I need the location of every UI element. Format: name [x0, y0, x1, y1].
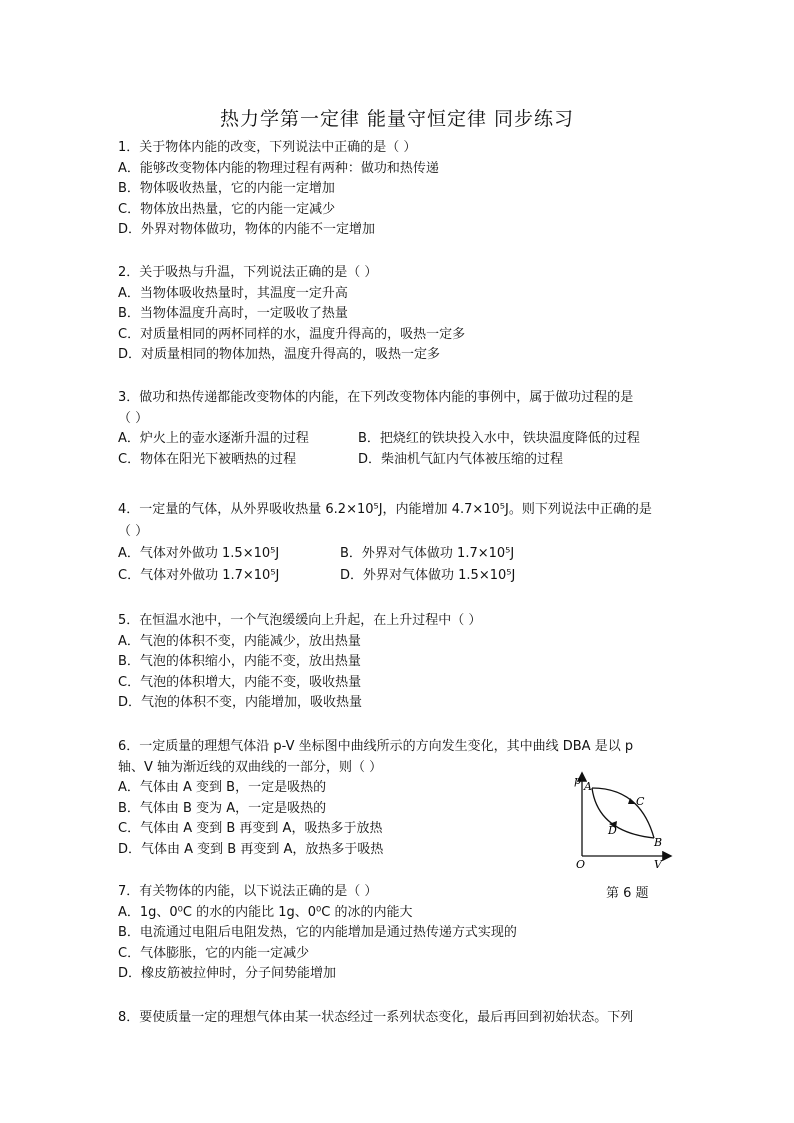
- point-label-b: B: [654, 836, 663, 849]
- point-label-d: D: [608, 824, 617, 837]
- axis-label-p: p: [574, 774, 582, 787]
- option-d: D．气体由 A 变到 B 再变到 A，放热多于吸热: [118, 841, 384, 857]
- question-stem: 2．关于吸热与升温，下列说法正确的是（ ）: [118, 265, 378, 280]
- option-c: C．气泡的体积增大，内能不变，吸收热量: [118, 674, 362, 690]
- option-c: C．物体在阳光下被晒热的过程: [118, 451, 297, 467]
- option-a: A．1g、0⁰C 的水的内能比 1g、0⁰C 的冰的内能大: [118, 904, 413, 920]
- point-label-a: A: [584, 780, 592, 793]
- option-b: B．气体由 B 变为 A，一定是吸热的: [118, 800, 327, 816]
- option-c: C．气体膨胀，它的内能一定减少: [118, 945, 310, 961]
- question-3: [118, 388, 678, 470]
- option-row: [118, 450, 678, 471]
- question-stem: 4．一定量的气体，从外界吸收热量 6.2×10⁵J，内能增加 4.7×10⁵J。则下列说法中正确的是: [118, 502, 652, 517]
- option-d: D．外界对气体做功 1.5×10⁵J: [340, 568, 516, 583]
- option-row: [118, 429, 678, 450]
- question-stem: 3．做功和热传递都能改变物体的内能，在下列改变物体内能的事例中，属于做功过程的是: [118, 390, 634, 405]
- option-a: A．气泡的体积不变，内能减少，放出热量: [118, 633, 361, 649]
- option-d: D．橡皮筋被拉伸时，分子间势能增加: [118, 966, 337, 982]
- option-b: B．外界对气体做功 1.7×10⁵J: [340, 546, 515, 561]
- option-b: B．把烧红的铁块投入水中，铁块温度降低的过程: [358, 431, 640, 447]
- axis-label-v: V: [654, 858, 662, 871]
- question-stem: 8．要使质量一定的理想气体由某一状态经过一系列状态变化，最后再回到初始状态。下列: [118, 1010, 634, 1025]
- page-title: 热力学第一定律 能量守恒定律 同步练习: [219, 108, 575, 130]
- question-stem: 7．有关物体的内能，以下说法正确的是（ ）: [118, 884, 378, 899]
- question-4: [118, 499, 678, 587]
- option-c: C．气体对外做功 1.7×10⁵J: [118, 568, 280, 583]
- option-b: B．电流通过电阻后电阻发热，它的内能增加是通过热传递方式实现的: [118, 925, 517, 941]
- option-row: [118, 543, 678, 565]
- option-a: A．炉火上的壶水逐渐升温的过程: [118, 431, 309, 447]
- question-7: [118, 882, 678, 985]
- option-d: D．外界对物体做功，物体的内能不一定增加: [118, 222, 376, 238]
- option-a: A．气体由 A 变到 B，一定是吸热的: [118, 780, 327, 796]
- figure-caption: 第 6 题: [606, 886, 649, 901]
- option-a: A．能够改变物体内能的物理过程有两种：做功和热传递: [118, 160, 439, 176]
- option-row: [118, 565, 678, 587]
- point-label-c: C: [636, 795, 645, 808]
- question-stem-continued: 轴、V 轴为渐近线的双曲线的一部分，则（ ）: [118, 759, 383, 775]
- question-stem: 5．在恒温水池中，一个气泡缓缓向上升起，在上升过程中（ ）: [118, 613, 482, 628]
- option-d: D．对质量相同的物体加热，温度升得高的，吸热一定多: [118, 347, 441, 363]
- answer-parentheses: （ ）: [118, 524, 149, 539]
- option-a: A．气体对外做功 1.5×10⁵J: [118, 546, 280, 561]
- question-8: [118, 1008, 678, 1029]
- question-stem: 6．一定质量的理想气体沿 p-V 坐标图中曲线所示的方向发生变化，其中曲线 DBA 是以 p: [118, 739, 634, 754]
- option-c: C．对质量相同的两杯同样的水，温度升得高的，吸热一定多: [118, 326, 466, 342]
- question-2: [118, 263, 678, 366]
- question-stem: 1．关于物体内能的改变，下列说法中正确的是（ ）: [118, 140, 417, 155]
- option-b: B．物体吸收热量，它的内能一定增加: [118, 181, 335, 197]
- question-5: [118, 611, 678, 714]
- option-c: C．物体放出热量，它的内能一定减少: [118, 201, 336, 217]
- option-b: B．当物体温度升高时，一定吸收了热量: [118, 306, 348, 322]
- option-d: D．气泡的体积不变，内能增加，吸收热量: [118, 695, 363, 711]
- question-1: [118, 138, 678, 241]
- option-a: A．当物体吸收热量时，其温度一定升高: [118, 285, 348, 301]
- answer-parentheses: （ ）: [118, 410, 149, 426]
- origin-label: O: [576, 858, 586, 871]
- option-c: C．气体由 A 变到 B 再变到 A，吸热多于放热: [118, 821, 383, 837]
- option-d: D．柴油机气缸内气体被压缩的过程: [358, 451, 564, 467]
- option-b: B．气泡的体积缩小，内能不变，放出热量: [118, 654, 361, 670]
